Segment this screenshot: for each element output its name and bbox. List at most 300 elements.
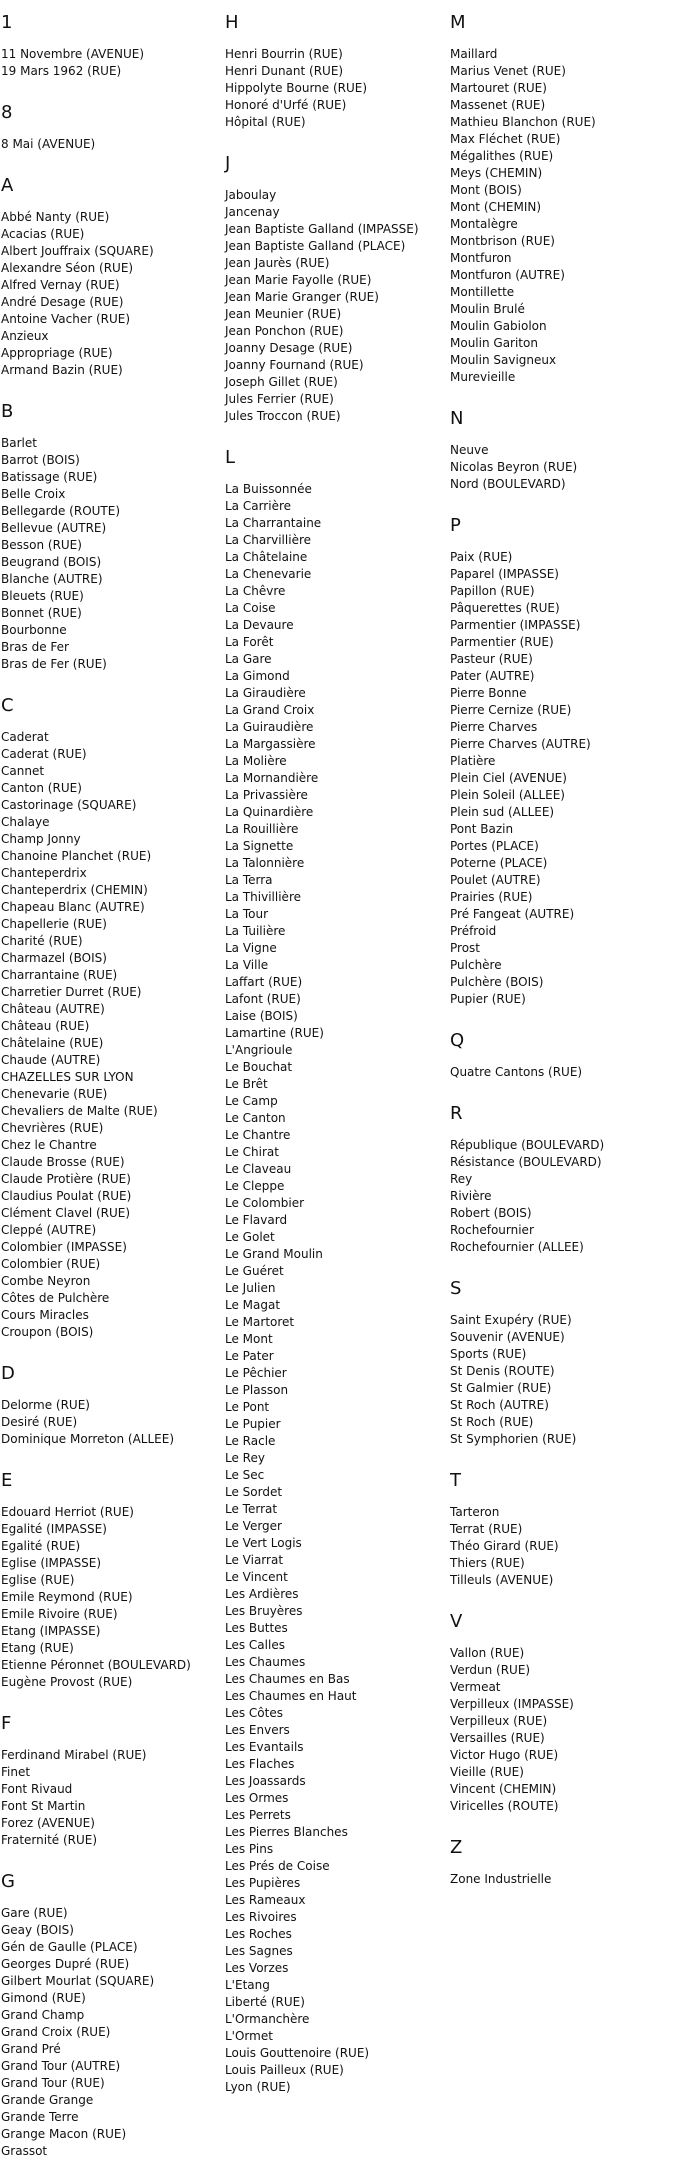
street-name: Montfuron (AUTRE) (450, 268, 565, 282)
section-letter-heading: 8 (1, 102, 13, 123)
street-name: Chez le Chantre (1, 1138, 97, 1152)
street-name: Le Plasson (225, 1383, 289, 1397)
street-name: Victor Hugo (RUE) (450, 1748, 559, 1762)
street-name: Côtes de Pulchère (1, 1291, 110, 1305)
street-list (225, 187, 445, 425)
street-name: Les Pierres Blanches (225, 1825, 348, 1839)
street-list (450, 1504, 670, 1589)
street-name: Parmentier (IMPASSE) (450, 618, 581, 632)
section-letter-heading: E (1, 1470, 13, 1491)
letter-section (1, 1713, 221, 1849)
street-name: Meys (CHEMIN) (450, 166, 543, 180)
street-list (450, 1871, 670, 1888)
street-name: Emile Rivoire (RUE) (1, 1607, 118, 1621)
street-name: Souvenir (AVENUE) (450, 1330, 565, 1344)
street-name: Rivière (450, 1189, 492, 1203)
street-list (1, 729, 221, 1341)
street-name: Grand Tour (AUTRE) (1, 2059, 121, 2073)
street-name: Grange Macon (RUE) (1, 2127, 127, 2141)
street-name: La Thivillière (225, 890, 301, 904)
street-name: Belle Croix (1, 487, 66, 501)
section-letter-heading: D (1, 1363, 15, 1384)
street-name: Joseph Gillet (RUE) (225, 375, 338, 389)
street-name: Les Ardières (225, 1587, 299, 1601)
street-name: Hippolyte Bourne (RUE) (225, 81, 368, 95)
street-name: Gimond (RUE) (1, 1991, 86, 2005)
street-name: Montfuron (450, 251, 512, 265)
street-name: Etienne Péronnet (BOULEVARD) (1, 1658, 191, 1672)
street-name: Joanny Desage (RUE) (225, 341, 353, 355)
street-name: Les Envers (225, 1723, 290, 1737)
street-name: Ferdinand Mirabel (RUE) (1, 1748, 147, 1762)
letter-section (450, 1611, 670, 1815)
street-list (450, 549, 670, 1008)
street-name: Joanny Fournand (RUE) (225, 358, 364, 372)
street-name: La Vigne (225, 941, 277, 955)
street-name: Chapellerie (RUE) (1, 917, 107, 931)
street-name: Vincent (CHEMIN) (450, 1782, 557, 1796)
street-name: Verpilleux (RUE) (450, 1714, 548, 1728)
street-name: La Terra (225, 873, 273, 887)
street-name: Le Martoret (225, 1315, 295, 1329)
street-name: L'Ormet (225, 2029, 273, 2043)
section-letter-heading: C (1, 695, 14, 716)
street-name: Albert Jouffraix (SQUARE) (1, 244, 154, 258)
street-name: Pont Bazin (450, 822, 514, 836)
street-name: La Tuilière (225, 924, 286, 938)
street-name: Beugrand (BOIS) (1, 555, 102, 569)
street-name: La Rouillière (225, 822, 299, 836)
street-name: Rey (450, 1172, 473, 1186)
street-name: Pré Fangeat (AUTRE) (450, 907, 575, 921)
street-name: Marius Venet (RUE) (450, 64, 566, 78)
street-name: Cannet (1, 764, 45, 778)
street-name: Lamartine (RUE) (225, 1026, 324, 1040)
letter-section (450, 12, 670, 386)
street-name: Le Vincent (225, 1570, 288, 1584)
street-name: Martouret (RUE) (450, 81, 547, 95)
street-name: Le Chirat (225, 1145, 279, 1159)
street-name: Le Pêchier (225, 1366, 287, 1380)
street-list (450, 1064, 670, 1081)
street-list (450, 46, 670, 386)
street-name: Colombier (RUE) (1, 1257, 101, 1271)
street-name: Montalègre (450, 217, 518, 231)
street-name: Gare (RUE) (1, 1906, 68, 1920)
street-name: Anzieux (1, 329, 49, 343)
street-name: Plein sud (ALLEE) (450, 805, 555, 819)
street-name: Saint Exupéry (RUE) (450, 1313, 572, 1327)
street-name: La Gimond (225, 669, 290, 683)
street-name: Max Fléchet (RUE) (450, 132, 561, 146)
street-name: La Forêt (225, 635, 274, 649)
section-letter-heading: Q (450, 1030, 465, 1051)
street-name: Mathieu Blanchon (RUE) (450, 115, 596, 129)
street-name: Delorme (RUE) (1, 1398, 90, 1412)
letter-section (450, 1103, 670, 1256)
street-name: Charretier Durret (RUE) (1, 985, 142, 999)
street-name: Les Buttes (225, 1621, 288, 1635)
section-letter-heading: M (450, 12, 466, 33)
street-name: Chenevarie (RUE) (1, 1087, 108, 1101)
street-name: Charité (RUE) (1, 934, 83, 948)
street-name: La Gare (225, 652, 272, 666)
street-name: Gén de Gaulle (PLACE) (1, 1940, 138, 1954)
street-name: Les Flaches (225, 1757, 295, 1771)
street-name: Barlet (1, 436, 37, 450)
street-name: Jules Ferrier (RUE) (225, 392, 334, 406)
street-name: Le Viarrat (225, 1553, 284, 1567)
street-name: La Tour (225, 907, 269, 921)
street-name: Besson (RUE) (1, 538, 82, 552)
street-name: La Privassière (225, 788, 308, 802)
street-name: Les Evantails (225, 1740, 304, 1754)
street-name: Préfroid (450, 924, 497, 938)
street-name: Le Brêt (225, 1077, 268, 1091)
street-name: Barrot (BOIS) (1, 453, 80, 467)
street-name: Pâquerettes (RUE) (450, 601, 560, 615)
street-name: La Chenevarie (225, 567, 312, 581)
street-name: Platière (450, 754, 496, 768)
street-name: Batissage (RUE) (1, 470, 98, 484)
street-name: Les Chaumes en Bas (225, 1672, 350, 1686)
section-letter-heading: P (450, 515, 461, 536)
street-name: Jaboulay (225, 188, 277, 202)
street-name: Paix (RUE) (450, 550, 513, 564)
street-list (450, 1137, 670, 1256)
street-name: Jean Marie Fayolle (RUE) (225, 273, 372, 287)
street-name: Tarteron (450, 1505, 500, 1519)
street-name: Le Grand Moulin (225, 1247, 323, 1261)
street-name: Lyon (RUE) (225, 2080, 291, 2094)
street-name: Le Chantre (225, 1128, 291, 1142)
street-name: Portes (PLACE) (450, 839, 539, 853)
street-name: Bellevue (AUTRE) (1, 521, 107, 535)
street-name: La Quinardière (225, 805, 314, 819)
street-name: Grand Tour (RUE) (1, 2076, 105, 2090)
street-name: Fraternité (RUE) (1, 1833, 98, 1847)
street-name: Moulin Savigneux (450, 353, 557, 367)
street-name: Castorinage (SQUARE) (1, 798, 137, 812)
street-name: Jean Jaurès (RUE) (225, 256, 330, 270)
street-name: Les Prés de Coise (225, 1859, 330, 1873)
street-name: Viricelles (ROUTE) (450, 1799, 559, 1813)
letter-section (450, 1837, 670, 1888)
street-name: Caderat (1, 730, 49, 744)
street-list (1, 46, 221, 80)
letter-section (1, 1871, 221, 2160)
street-name: Le Magat (225, 1298, 281, 1312)
street-name: Rochefournier (ALLEE) (450, 1240, 584, 1254)
street-name: Zone Industrielle (450, 1872, 552, 1886)
street-name: Le Flavard (225, 1213, 288, 1227)
street-name: Grand Champ (1, 2008, 85, 2022)
street-name: Les Calles (225, 1638, 285, 1652)
street-name: Parmentier (RUE) (450, 635, 554, 649)
street-name: Grand Croix (RUE) (1, 2025, 111, 2039)
street-name: Henri Dunant (RUE) (225, 64, 344, 78)
street-name: Grande Terre (1, 2110, 79, 2124)
street-name: Geay (BOIS) (1, 1923, 74, 1937)
street-name: La Châtelaine (225, 550, 308, 564)
street-name: Eugène Provost (RUE) (1, 1675, 133, 1689)
street-name: Neuve (450, 443, 489, 457)
street-name: Le Camp (225, 1094, 278, 1108)
street-name: Caderat (RUE) (1, 747, 87, 761)
letter-section (1, 102, 221, 153)
street-name: Chevaliers de Malte (RUE) (1, 1104, 158, 1118)
street-name: Massenet (RUE) (450, 98, 546, 112)
street-name: Antoine Vacher (RUE) (1, 312, 131, 326)
street-list (450, 1645, 670, 1815)
street-name: Les Rameaux (225, 1893, 306, 1907)
street-name: L'Ormanchère (225, 2012, 310, 2026)
street-name: Le Cleppe (225, 1179, 285, 1193)
street-name: Louis Pailleux (RUE) (225, 2063, 344, 2077)
street-name: Le Sec (225, 1468, 265, 1482)
street-list (1, 1504, 221, 1691)
letter-section (1, 175, 221, 379)
street-name: André Desage (RUE) (1, 295, 124, 309)
street-name: Egalité (RUE) (1, 1539, 81, 1553)
street-name: Les Chaumes (225, 1655, 306, 1669)
street-name: Verdun (RUE) (450, 1663, 531, 1677)
letter-section (1, 1363, 221, 1448)
street-name: Chanteperdrix (1, 866, 87, 880)
street-name: La Charvillière (225, 533, 311, 547)
street-name: Champ Jonny (1, 832, 81, 846)
street-name: Maillard (450, 47, 498, 61)
street-name: Bras de Fer (1, 640, 69, 654)
street-name: Le Julien (225, 1281, 276, 1295)
section-letter-heading: 1 (1, 12, 13, 33)
street-name: Château (AUTRE) (1, 1002, 105, 1016)
street-name: Le Racle (225, 1434, 276, 1448)
street-name: Pasteur (RUE) (450, 652, 533, 666)
street-name: Le Rey (225, 1451, 265, 1465)
street-name: Le Golet (225, 1230, 275, 1244)
street-name: Les Ormes (225, 1791, 289, 1805)
street-name: Pierre Charves (AUTRE) (450, 737, 591, 751)
street-name: Liberté (RUE) (225, 1995, 305, 2009)
street-name: La Grand Croix (225, 703, 315, 717)
street-name: Prost (450, 941, 480, 955)
street-name: Théo Girard (RUE) (450, 1539, 559, 1553)
section-letter-heading: G (1, 1871, 15, 1892)
street-name: St Symphorien (RUE) (450, 1432, 577, 1446)
street-name: Pulchère (BOIS) (450, 975, 544, 989)
street-name: Versailles (RUE) (450, 1731, 545, 1745)
street-name: St Roch (AUTRE) (450, 1398, 549, 1412)
street-name: La Charrantaine (225, 516, 322, 530)
street-name: Nord (BOULEVARD) (450, 477, 566, 491)
street-name: La Guiraudière (225, 720, 314, 734)
street-name: Jean Ponchon (RUE) (225, 324, 344, 338)
street-name: La Devaure (225, 618, 294, 632)
street-name: Alexandre Séon (RUE) (1, 261, 134, 275)
street-name: Emile Reymond (RUE) (1, 1590, 133, 1604)
street-name: Les Vorzes (225, 1961, 289, 1975)
letter-section (225, 153, 445, 425)
street-list (1, 209, 221, 379)
street-list (1, 136, 221, 153)
street-name: Blanche (AUTRE) (1, 572, 103, 586)
street-name: Le Pupier (225, 1417, 281, 1431)
street-name: Les Côtes (225, 1706, 283, 1720)
street-name: Verpilleux (IMPASSE) (450, 1697, 574, 1711)
street-name: Poterne (PLACE) (450, 856, 548, 870)
street-name: Jules Troccon (RUE) (225, 409, 341, 423)
street-name: La Coise (225, 601, 276, 615)
street-name: Abbé Nanty (RUE) (1, 210, 110, 224)
street-list (1, 1397, 221, 1448)
street-name: L'Etang (225, 1978, 270, 1992)
street-name: Plein Soleil (ALLEE) (450, 788, 565, 802)
street-name: Moulin Brulé (450, 302, 525, 316)
street-list (450, 442, 670, 493)
street-name: Forez (AVENUE) (1, 1816, 95, 1830)
street-list (1, 1905, 221, 2160)
street-name: Nicolas Beyron (RUE) (450, 460, 578, 474)
street-name: Papillon (RUE) (450, 584, 535, 598)
street-name: Les Perrets (225, 1808, 291, 1822)
street-name: Mégalithes (RUE) (450, 149, 554, 163)
letter-section (450, 1278, 670, 1448)
street-name: Bleuets (RUE) (1, 589, 84, 603)
street-name: Quatre Cantons (RUE) (450, 1065, 583, 1079)
street-name: Claude Protière (RUE) (1, 1172, 131, 1186)
street-name: St Denis (ROUTE) (450, 1364, 555, 1378)
street-name: Chevrières (RUE) (1, 1121, 104, 1135)
letter-section (450, 1470, 670, 1589)
street-name: Dominique Morreton (ALLEE) (1, 1432, 175, 1446)
street-name: Les Pins (225, 1842, 274, 1856)
street-name: Le Pater (225, 1349, 274, 1363)
street-name: Louis Gouttenoire (RUE) (225, 2046, 370, 2060)
street-name: Alfred Vernay (RUE) (1, 278, 120, 292)
street-name: Acacias (RUE) (1, 227, 85, 241)
street-name: Bellegarde (ROUTE) (1, 504, 121, 518)
street-name: Le Vert Logis (225, 1536, 302, 1550)
street-name: Pierre Charves (450, 720, 538, 734)
street-name: La Chêvre (225, 584, 286, 598)
street-name: Les Sagnes (225, 1944, 293, 1958)
street-name: Pupier (RUE) (450, 992, 526, 1006)
street-name: Le Bouchat (225, 1060, 293, 1074)
street-name: Châtelaine (RUE) (1, 1036, 104, 1050)
section-letter-heading: Z (450, 1837, 463, 1858)
street-name: Hôpital (RUE) (225, 115, 306, 129)
street-name: Le Colombier (225, 1196, 305, 1210)
street-name: Chanoine Planchet (RUE) (1, 849, 152, 863)
street-name: Thiers (RUE) (450, 1556, 525, 1570)
street-name: Montillette (450, 285, 515, 299)
street-name: Prairies (RUE) (450, 890, 533, 904)
street-name: St Galmier (RUE) (450, 1381, 552, 1395)
street-list (1, 435, 221, 673)
street-list (225, 481, 445, 2096)
street-name: Le Pont (225, 1400, 270, 1414)
street-name: Cours Miracles (1, 1308, 89, 1322)
street-name: Moulin Gabiolon (450, 319, 547, 333)
letter-section (450, 515, 670, 1008)
street-name: Cleppé (AUTRE) (1, 1223, 97, 1237)
street-name: La Molière (225, 754, 287, 768)
street-list (1, 1747, 221, 1849)
street-name: Mont (CHEMIN) (450, 200, 542, 214)
street-name: Jean Marie Granger (RUE) (225, 290, 379, 304)
street-name: Jean Meunier (RUE) (225, 307, 342, 321)
section-letter-heading: V (450, 1611, 463, 1632)
street-name: L'Angrioule (225, 1043, 293, 1057)
street-name: Edouard Herriot (RUE) (1, 1505, 134, 1519)
street-name: Murevieille (450, 370, 516, 384)
street-name: Armand Bazin (RUE) (1, 363, 123, 377)
street-list (225, 46, 445, 131)
section-letter-heading: N (450, 408, 464, 429)
letter-section (1, 401, 221, 673)
street-name: Charmazel (BOIS) (1, 951, 107, 965)
street-name: La Ville (225, 958, 269, 972)
street-name: Montbrison (RUE) (450, 234, 555, 248)
street-name: La Talonnière (225, 856, 305, 870)
street-name: Pierre Cernize (RUE) (450, 703, 572, 717)
section-letter-heading: T (450, 1470, 461, 1491)
letter-section (1, 695, 221, 1341)
street-name: La Signette (225, 839, 294, 853)
letter-section (1, 1470, 221, 1691)
street-name: Le Verger (225, 1519, 282, 1533)
street-name: Sports (RUE) (450, 1347, 527, 1361)
street-name: Eglise (IMPASSE) (1, 1556, 102, 1570)
street-name: CHAZELLES SUR LYON (1, 1070, 134, 1084)
street-name: Grande Grange (1, 2093, 94, 2107)
street-name: 8 Mai (AVENUE) (1, 137, 96, 151)
street-name: Combe Neyron (1, 1274, 91, 1288)
street-name: Jancenay (225, 205, 280, 219)
letter-section (225, 12, 445, 131)
street-index-column-2 (225, 0, 445, 2096)
letter-section (450, 1030, 670, 1081)
street-name: Les Rivoires (225, 1910, 297, 1924)
letter-section (450, 408, 670, 493)
street-name: Pater (AUTRE) (450, 669, 535, 683)
street-name: Le Mont (225, 1332, 273, 1346)
street-name: Grand Pré (1, 2042, 61, 2056)
street-name: Les Joassards (225, 1774, 306, 1788)
street-name: Château (RUE) (1, 1019, 90, 1033)
street-name: Claudius Poulat (RUE) (1, 1189, 132, 1203)
street-name: Le Canton (225, 1111, 286, 1125)
street-name: Appropriage (RUE) (1, 346, 113, 360)
street-name: Etang (IMPASSE) (1, 1624, 101, 1638)
street-name: Charrantaine (RUE) (1, 968, 118, 982)
street-name: Honoré d'Urfé (RUE) (225, 98, 347, 112)
street-name: Rochefournier (450, 1223, 534, 1237)
street-name: Laise (BOIS) (225, 1009, 298, 1023)
street-name: Canton (RUE) (1, 781, 82, 795)
street-name: Chalaye (1, 815, 50, 829)
street-name: Mont (BOIS) (450, 183, 522, 197)
street-name: La Mornandière (225, 771, 319, 785)
street-name: Robert (BOIS) (450, 1206, 532, 1220)
street-name: Les Roches (225, 1927, 292, 1941)
street-name: Henri Bourrin (RUE) (225, 47, 343, 61)
street-list (450, 1312, 670, 1448)
street-name: Eglise (RUE) (1, 1573, 75, 1587)
street-name: La Giraudière (225, 686, 306, 700)
street-name: Font St Martin (1, 1799, 86, 1813)
